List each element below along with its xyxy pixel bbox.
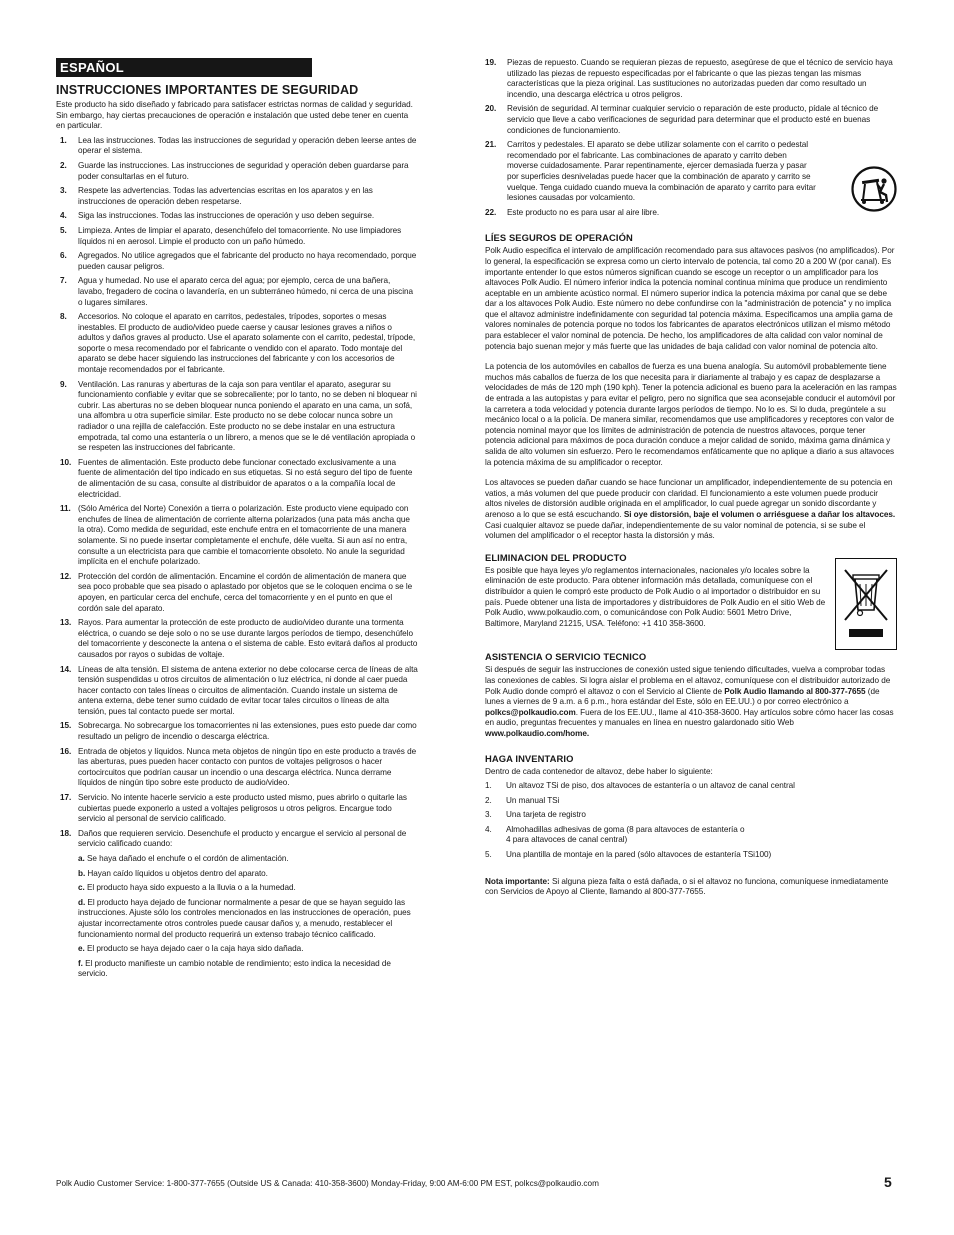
inventory-item: 5. Una plantilla de montaje en la pared (sólo altavoces de estantería TSi100)	[485, 850, 772, 860]
operation-paragraph-1: Polk Audio especifica el intervalo de amplificación recomendado para sus altavoces pasivos (no amplificados). Por lo general, la especificación se expresa como un cierto intervalo de potencia, tal como 20 a 200 W (por canal). Es importante entender lo que estos números significan cuando se escoge un receptor o un amplificador para los altavoces Polk Audio. El número inferior indica la potencia nominal continua mínima que produce un rendimiento aceptable en un ambiente acústico normal. El número superior indica la potencia máxima por canal que se debe dar a los altavoces Polk Audio. Este número no debe confundirse con la "administración de potencia" y no implica que el altavoz administre indefinidamente con seguridad tal potencia máxima. Especificamos una amplia gama de valores nominales de potencia porque no todos los fabricantes de aparatos electrónicos utilizan el mismo método para establecer el valor nominal de potencia. De hecho, los amplificadores de alta calidad con valor nominal de potencia bajo suenan mejor y más fuerte que las unidades de baja calidad con valor nominal de potencia alto.	[485, 246, 895, 351]
safety-item: 19. Piezas de repuesto. Cuando se requieran piezas de repuesto, asegúrese de que el técnico de servicio haya utilizado las piezas de repuesto especificadas por el fabricante o que las piezas tengan las mismas características que la pieza original. Las sustituciones no autorizadas pueden dar como resultado un incendio, una descarga eléctrica u otros peligros.	[485, 58, 893, 99]
safety-item: 20. Revisión de seguridad. Al terminar cualquier servicio o reparación de este producto, pídale al técnico de servicio que lleve a cabo verificaciones de seguridad para determinar que el producto esté en buenas condiciones de funcionamiento.	[485, 104, 879, 135]
inventory-title: HAGA INVENTARIO	[485, 753, 574, 765]
important-note: Nota importante: Si alguna pieza falta o está dañada, o si el altavoz no funciona, comuníquese inmediatamente con Servicios de Apoyo al Cliente, llamando al 800-377-7655.	[485, 876, 889, 897]
disposal-text: Es posible que haya leyes y/o reglamentos internacionales, nacionales y/o locales sobre la eliminación de este producto. Para obtener información más detallada, comuníquese con el distribuidor a quien le compró este producto de Polk Audio o al importador o distribuidor en su país. Puede obtener una lista de importadores y distribuidores de Polk Audio en el sitio Web de Polk Audio, www.polkaudio.com, o comunicándose con Polk Audio: 5601 Metro Drive, Baltimore, Maryland 21215, USA. Teléfono: +1 410 358-3600.	[485, 565, 826, 628]
sub-item: f. El producto manifieste un cambio notable de rendimiento; esto indica la necesidad de servicio.	[78, 958, 391, 979]
service-title: ASISTENCIA O SERVICIO TECNICO	[485, 651, 647, 663]
left-column	[56, 58, 418, 984]
safety-item: 9. Ventilación. Las ranuras y aberturas de la caja son para ventilar el aparato, asegurar su funcionamiento confiable y evitar que se sobrecaliente; por lo tanto, no se deben ni bloquear ni cubrir. Las aberturas no se deben bloquear nunca poniendo el aparato en una cama, un sofá, una alfombra u otra superficie similar. Este producto no se debe colocar nunca sobre un radiador o una rejilla de calefacción. Este producto no se debe instalar en una estructura empotrada, tal como una estantería o un librero, a menos que se le dé ventilación apropiada o se respeten las instrucciones del fabricante.	[60, 379, 417, 453]
inventory-item: 1. Un altavoz TSi de piso, dos altavoces de estantería o un altavoz de canal central	[485, 781, 795, 791]
safety-item: 1. Lea las instrucciones. Todas las instrucciones de seguridad y operación deben leerse antes de operar el sistema.	[60, 135, 417, 156]
safety-list	[56, 136, 418, 980]
safety-item: 14. Líneas de alta tensión. El sistema de antena exterior no debe colocarse cerca de líneas de alta tensión suspendidas u otros circuitos de alimentación o luz eléctrica, ni donde al caer pueda hacer contacto con tales líneas o circuitos de alimentación. Cuando instale un sistema de antena externa, debe tener sumo cuidado de evitar tocar tales circuitos o líneas de alta tensión, pues tal contacto puede ser mortal.	[60, 664, 418, 716]
sub-item: d. El producto haya dejado de funcionar normalmente a pesar de que se hayan seguido las instrucciones. Ajuste sólo los controles mencionados en las instrucciones de operación, pues ajustar incorrectamente otros controles puede causar daños y, a menudo, restablecer el funcionamiento normal del producto requerirá un extenso trabajo técnico calificado.	[78, 897, 411, 939]
safety-item: 17. Servicio. No intente hacerle servicio a este producto usted mismo, pues abrirlo o quitarle las cubiertas puede exponerlo a usted a voltajes peligrosos u otros peligros. Encargue todo servicio al personal de servicio calificado.	[60, 793, 407, 824]
disposal-title: ELIMINACION DEL PRODUCTO	[485, 551, 627, 563]
inventory-item: 2. Un manual TSi	[485, 795, 560, 805]
sub-item: b. Hayan caído líquidos u objetos dentro del aparato.	[78, 868, 268, 878]
safety-item: 22. Este producto no es para usar al aire libre.	[485, 207, 660, 217]
safety-item: 6. Agregados. No utilice agregados que el fabricante del producto no haya recomendado, porque pueden causar peligros.	[60, 251, 417, 271]
sub-item: e. El producto se haya dejado caer o la caja haya sido dañada.	[78, 944, 304, 954]
safety-item: 13. Rayos. Para aumentar la protección de este producto de audio/video durante una tormenta eléctrica, o cuando se deje solo o no se use durante largos períodos de tiempo, desenchúfelo del tomacorriente y desconecte la antena o el sistema de cable. Esto evitará daños al producto causados por rayos o subidas de voltaje.	[60, 618, 418, 659]
safety-item: 11. (Sólo América del Norte) Conexión a tierra o polarización. Este producto viene equipado con enchufes de línea de alimentación de corriente alterna polarizados (una pata más ancha que la otra). Como medida de seguridad, este enchufe entra en el tomacorriente de una manera solamente. Si no puede insertar completamente el enchufe, déle vuelta. Si aun así no entra, consulte a un electricista para que cambie el tomacorriente obsoleto. No anule la seguridad implícita en el enchufe polarizado.	[60, 504, 410, 567]
safety-item: 8. Accesorios. No coloque el aparato en carritos, pedestales, trípodes, soportes o mesas inestables. El producto de audio/video puede caerse y causar lesiones graves a niños o adultos y daños graves al producto. Use el aparato solamente con el carrito, pedestal, trípode, soporte o mesa recomendado por el fabricante o vendido con el aparato. Todo montaje del aparato se debe hacer siguiendo las instrucciones del fabricante y con los accesorios de montaje recomendados por el fabricante.	[60, 312, 416, 375]
inventory-intro: Dentro de cada contenedor de altavoz, debe haber lo siguiente:	[485, 767, 713, 777]
safety-item: 4. Siga las instrucciones. Todas las instrucciones de operación y uso deben seguirse.	[60, 211, 375, 221]
safety-item: 12. Protección del cordón de alimentación. Encamine el cordón de alimentación de manera que sea poco probable que sea pisado o aplastado por objetos que se le coloquen encima o se le apoyen, en particular cerca del enchufe, cerca del tomacorriente y en el punto en que el cordón sale del aparato.	[60, 571, 413, 613]
safety-item: 3. Respete las advertencias. Todas las advertencias escritas en los aparatos y en las instrucciones de operación deben respetarse.	[60, 186, 373, 206]
safety-item: 15. Sobrecarga. No sobrecargue los tomacorrientes ni las extensiones, pues esto puede dar como resultado un peligro de incendio o descarga eléctrica.	[60, 721, 417, 742]
sub-item: c. El producto haya sido expuesto a la lluvia o a la humedad.	[78, 883, 296, 893]
safety-title: INSTRUCCIONES IMPORTANTES DE SEGURIDAD	[56, 83, 359, 97]
operation-title: LÍES SEGUROS DE OPERACIÓN	[485, 232, 633, 244]
safety-item: 2. Guarde las instrucciones. Las instrucciones de seguridad y operación deben guardarse para poder consultarlas en el futuro.	[60, 160, 409, 181]
safety-intro: Este producto ha sido diseñado y fabricado para satisfacer estrictas normas de calidad y seguridad. Sin embargo, hay ciertas precauciones de operación e instalación que usted debe tener en cuenta en particular.	[56, 100, 413, 131]
disposal-block	[485, 566, 897, 630]
cart-warning-icon	[851, 166, 897, 212]
sub-item: a. Se haya dañado el enchufe o el cordón de alimentación.	[78, 854, 289, 863]
right-column	[485, 58, 897, 898]
operation-paragraph-3: Los altavoces se pueden dañar cuando se hace funcionar un amplificador, independientemente de su potencia en vatios, a más volumen del que puede producir con claridad. El funcionamiento a este volumen puede producir altos niveles de distorsión audible originada en el amplificador, lo cual puede agregar un sonido discordante y arenoso a lo que se está escuchando. Si oye distorsión, baje el volumen o arriésguese a dañar los altavoces. Casi cualquier altavoz se puede dañar, independientemente de su valor nominal de potencia, si se sube el volumen del amplificador o el receptor hasta la distorsión y más.	[485, 478, 896, 541]
safety-item: 5. Limpieza. Antes de limpiar el aparato, desenchúfelo del tomacorriente. No use limpiadores líquidos ni en aerosol. Limpie el producto con un paño húmedo.	[60, 225, 402, 246]
footer-customer-service: Polk Audio Customer Service: 1-800-377-7655 (Outside US & Canada: 410-358-3600) Monday-Friday, 9:00 AM-6:00 PM EST, polkcs@polkaudio.com	[56, 1179, 599, 1188]
weee-crossed-bin-icon	[835, 558, 897, 650]
safety-item: 16. Entrada de objetos y líquidos. Nunca meta objetos de ningún tipo en este producto a través de las aberturas, pues pueden hacer contacto con puntos de voltajes peligrosos o hacer cortocircuitos que podrían causar un incendio o una descarga eléctrica. Nunca derrame líquidos de ningún tipo sobre este producto de audio/video.	[60, 746, 417, 788]
safety-item: 21. Carritos y pedestales. El aparato se debe utilizar solamente con el carrito o pedestal recomendado por el fabricante. Las combinaciones de aparato y carrito deben moverse cuidadosamente. Parar repentinamente, ejercer demasiada fuerza y pasar por superficies desniveladas puede hacer que la combinación de aparato y carrito se vuelque. Tenga cuidado cuando mueva la combinación de aparato y carrito para evitar lesiones causadas por volcamiento.	[485, 140, 816, 203]
page-number: 5	[884, 1174, 892, 1190]
service-text: Si después de seguir las instrucciones de conexión usted sigue teniendo dificultades, vuelva a comprobar todas las conexiones de cables. Si logra aislar el problema en el altavoz, comuníquese con el distribuidor autorizado de Polk Audio donde compró el altavoz o con el Servicio al Cliente de Polk Audio llamando al 800-377-7655 (de lunes a viernes de 9 a.m. a 6 p.m., hora estándar del Este, sólo en EE.UU.) o por correo electrónico a polkcs@polkaudio.com. Fuera de los EE.UU., llame al 410-358-3600. Hay artículos sobre cómo hacer las cosas en audio, preguntas frecuentes y manuales en línea en nuestro galardonado sitio Web www.polkaudio.com/home.	[485, 665, 894, 738]
safety-item: 18. Daños que requieren servicio. Desenchufe el producto y encargue el servicio al personal de servicio calificado cuando: a. Se haya dañado el enchufe o el cordón de alimentación. b. Hayan caído líquidos u objetos dentro del aparato. c. El producto haya sido expuesto a la lluvia o a la humedad. d. El producto haya dejado de funcionar normalmente a pesar de que se hayan seguido las instrucciones. Ajuste sólo los controles mencionados en las instrucciones de operación, pues ajustar incorrectamente otros controles puede causar daños y, a menudo, restablecer el funcionamiento normal del producto requerirá un extenso trabajo técnico calificado. e. El producto se haya dejado caer o la caja haya sido dañada. f. El producto manifieste un cambio notable de rendimiento; esto indica la necesidad de servicio.	[56, 829, 418, 980]
operation-paragraph-2: La potencia de los automóviles en caballos de fuerza es una buena analogía. Su automóvil probablemente tiene muchos más caballos de fuerza de los que necesita para ir diariamente al trabajo y es capaz de desplazarse a velocidades de más de 120 mph (190 kph). Tener la potencia adicional es bueno para la aceleración en las rampas de entrada a las autopistas y para evitar el peligro, pero no significa que sea aconsejable conducir el automóvil por la carretera a toda velocidad y potencia durante largos períodos de tiempo. No lo es. Si lo duda, pregúntele a su mecánico local o a la policía. De manera similar, recomendamos que use amplificadores y receptores con valor de potencia nominal mayor que los límites de administración de potencia de nuestros altavoces, porque tener potencia adicional para máximos de poca duración conduce a mejor calidad de sonido, máxima gama dinámica y salida de alto volumen sin esfuerzo. Pero le recomendamos enfáticamente que no aplique a diario a sus altavoces la potencia máxima de su amplificador o receptor.	[485, 362, 897, 467]
inventory-item: 4. Almohadillas adhesivas de goma (8 para altavoces de estantería o 4 para altavoces de canal central)	[485, 824, 745, 845]
language-label: ESPAÑOL	[56, 58, 312, 77]
inventory-item: 3. Una tarjeta de registro	[485, 810, 586, 820]
safety-item: 10. Fuentes de alimentación. Este producto debe funcionar conectado exclusivamente a una fuente de alimentación del tipo indicado en sus etiquetas. Si no está seguro del tipo de fuente de alimentación de su casa, consulte al distribuidor de aparatos o a la compañía local de electricidad.	[60, 457, 413, 499]
safety-item: 7. Agua y humedad. No use el aparato cerca del agua; por ejemplo, cerca de una bañera, lavabo, fregadero de cocina o lavandería, en un subterráneo húmedo, ni cerca de una piscina o lugares similares.	[60, 276, 414, 307]
